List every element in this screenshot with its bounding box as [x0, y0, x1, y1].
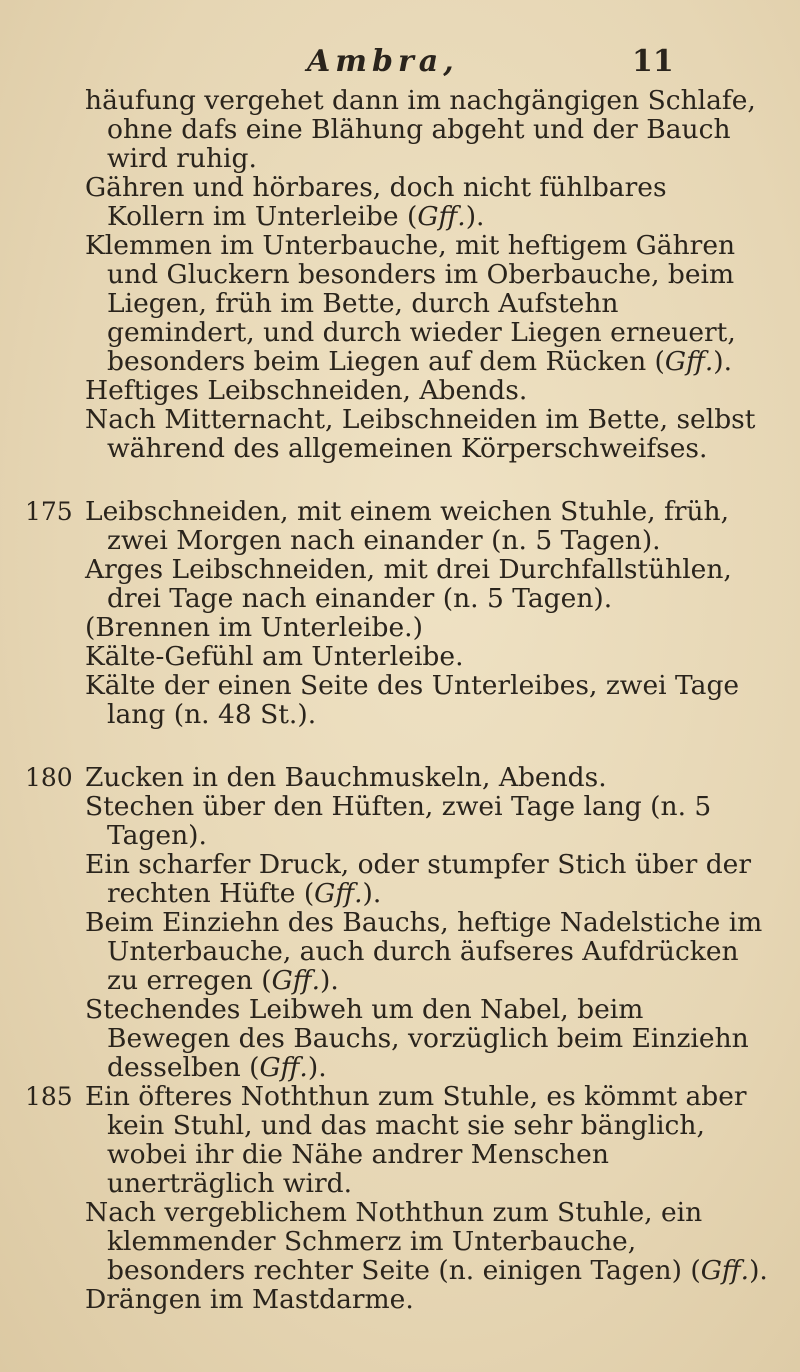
author-abbreviation: Gff. — [700, 1255, 750, 1286]
page-number: 11 — [632, 44, 674, 79]
entry-text: Gähren und hörbares, doch nicht fühlbares Kollern im Unterleibe (Gff.). — [85, 172, 667, 232]
entry-text: (Brennen im Unterleibe.) — [85, 612, 423, 643]
entry-text: Nach Mitternacht, Leibschneiden im Bette, selbst während des allgemeinen Körperschweifses. — [85, 404, 756, 464]
entry-text: Leibschneiden, mit einem weichen Stuhle, früh, zwei Morgen nach einander (n. 5 Tagen). — [85, 496, 730, 556]
symptom-entry — [85, 376, 772, 405]
entry-text: Stechen über den Hüften, zwei Tage lang (n. 5 Tagen). — [85, 791, 712, 851]
symptom-entry — [85, 555, 772, 613]
symptom-entry — [25, 1081, 772, 1199]
author-abbreviation: Gff. — [271, 965, 321, 996]
symptom-entry — [85, 1198, 772, 1285]
symptom-list — [0, 86, 800, 1314]
entry-text: Ein scharfer Druck, oder stumpfer Stich über der rechten Hüfte (Gff.). — [85, 849, 752, 909]
entry-text: Klemmen im Unterbauche, mit heftigem Gähren und Gluckern besonders im Oberbauche, beim Liegen, früh im Bette, durch Aufstehn gemindert, und durch wieder Liegen erneuert, besonders beim Liegen auf dem Rücken (Gff.). — [85, 230, 736, 377]
entry-text: Kälte-Gefühl am Unterleibe. — [85, 641, 464, 672]
entry-text: Zucken in den Bauchmuskeln, Abends. — [85, 762, 607, 793]
symptom-entry — [85, 613, 772, 642]
symptom-entry — [85, 850, 772, 908]
entry-text: Stechendes Leibweh um den Nabel, beim Bewegen des Bauchs, vorzüglich beim Einziehn desselben (Gff.). — [85, 994, 749, 1083]
entry-text: Kälte der einen Seite des Unterleibes, zwei Tage lang (n. 48 St.). — [85, 670, 740, 730]
symptom-entry — [85, 173, 772, 231]
symptom-entry — [85, 231, 772, 376]
symptom-entry — [85, 792, 772, 850]
entry-text: häufung vergehet dann im nachgängigen Schlafe, ohne dafs eine Blähung abgeht und der Bauch wird ruhig. — [85, 85, 756, 174]
symptom-entry — [85, 908, 772, 995]
symptom-entry — [85, 405, 772, 463]
entry-text: Heftiges Leibschneiden, Abends. — [85, 375, 528, 406]
entry-text: Ein öfteres Noththun zum Stuhle, es kömmt aber kein Stuhl, und das macht sie sehr bänglich, wobei ihr die Nähe andrer Menschen unerträglich wird. — [85, 1081, 747, 1199]
entry-text: Drängen im Mastdarme. — [85, 1284, 414, 1315]
author-abbreviation: Gff. — [314, 878, 363, 909]
symptom-entry — [85, 671, 772, 729]
running-head — [0, 44, 800, 84]
symptom-entry — [85, 995, 772, 1082]
entry-text: Arges Leibschneiden, mit drei Durchfallstühlen, drei Tage nach einander (n. 5 Tagen). — [85, 554, 732, 614]
entry-text: Beim Einziehn des Bauchs, heftige Nadelstiche im Unterbauche, auch durch äufseres Aufdrücken zu erregen (Gff.). — [85, 907, 763, 996]
author-abbreviation: Gff. — [417, 201, 466, 232]
symptom-entry — [25, 496, 772, 556]
author-abbreviation: Gff. — [259, 1052, 308, 1083]
symptom-entry — [85, 86, 772, 173]
entry-number: 175 — [25, 497, 73, 526]
author-abbreviation: Gff. — [664, 346, 714, 377]
symptom-entry — [85, 1285, 772, 1314]
running-title: Ambra, — [307, 44, 459, 79]
entry-number: 180 — [25, 763, 73, 792]
symptom-entry — [25, 762, 772, 793]
symptom-entry — [85, 642, 772, 671]
entry-text: Nach vergeblichem Noththun zum Stuhle, ein klemmender Schmerz im Unterbauche, besonders rechter Seite (n. einigen Tagen) (Gff.). — [85, 1197, 768, 1286]
entry-number: 185 — [25, 1082, 73, 1111]
